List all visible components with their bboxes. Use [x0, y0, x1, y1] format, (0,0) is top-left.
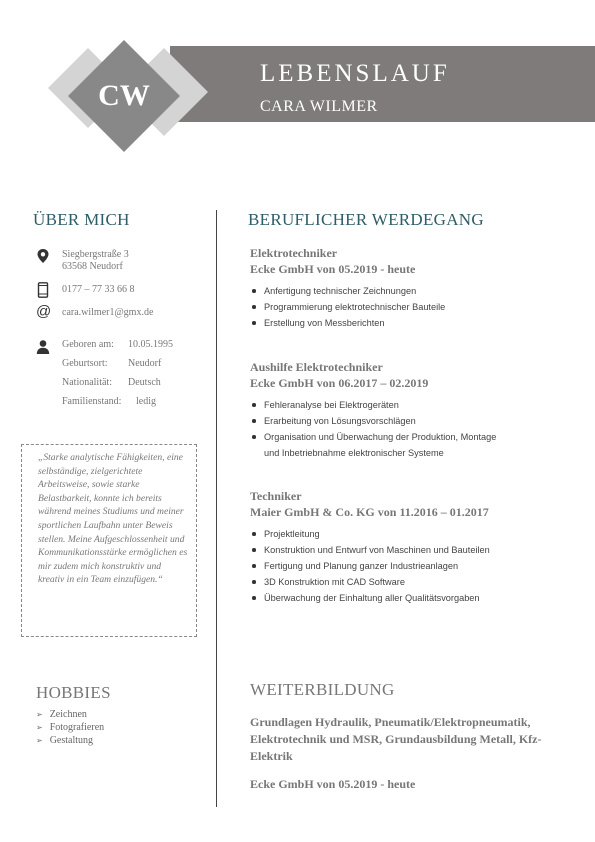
profile-quote: „Starke analytische Fähigkeiten, eine selbständige, zielgerichtete Arbeitsweise, sowie starke Belastbarkeit, konnte ich bereits während meines Studiums und meiner sportlichen Laufbahn unter Beweis stellen. Meine Aufgeschlossenheit und Kommunikationsstärke ermöglichen es mir zudem mich konstruktiv und kreativ in ein Team einzufügen.“: [21, 444, 197, 637]
page-title: LEBENSLAUF: [260, 60, 450, 87]
person-icon: [36, 339, 50, 355]
logo-initials: CW: [98, 79, 150, 112]
list-item: Erarbeitung von Lösungsvorschlägen: [250, 413, 570, 429]
hobbies-heading: HOBBIES: [36, 683, 111, 702]
list-item: Erstellung von Messberichten: [250, 315, 570, 331]
job-company: Maier GmbH & Co. KG von 11.2016 – 01.2017: [250, 505, 489, 519]
personal-value-birthplace: Neudorf: [128, 358, 162, 369]
email-address[interactable]: cara.wilmer1@gmx.de: [62, 307, 154, 318]
address-city: 63568 Neudorf: [62, 261, 123, 272]
job-title: Aushilfe Elektrotechniker: [250, 360, 383, 374]
list-item: Programmierung elektrotechnischer Bauteile: [250, 299, 570, 315]
personal-value-birthdate: 10.05.1995: [128, 339, 173, 350]
job-tasks: [250, 397, 570, 461]
list-item: ➢ Zeichnen: [36, 708, 104, 721]
at-sign-icon: @: [36, 303, 52, 320]
personal-label-birthdate: Geboren am:: [62, 339, 114, 350]
initials-logo: [0, 0, 240, 160]
hobbies-list: [36, 708, 104, 747]
location-pin-icon: [36, 248, 50, 264]
person-name: CARA WILMER: [260, 98, 378, 115]
address-street: Siegbergstraße 3: [62, 249, 129, 260]
career-heading: BERUFLICHER WERDEGANG: [248, 210, 484, 229]
personal-value-nationality: Deutsch: [128, 377, 161, 388]
list-item: Überwachung der Einhaltung aller Qualitätsvorgaben: [250, 590, 570, 606]
list-item: ➢ Gestaltung: [36, 734, 104, 747]
job-company: Ecke GmbH von 05.2019 - heute: [250, 262, 416, 276]
list-item: Fehleranalyse bei Elektrogeräten: [250, 397, 570, 413]
job-entry: [250, 359, 570, 461]
job-tasks: [250, 283, 570, 331]
job-tasks: [250, 526, 570, 606]
column-divider: [216, 210, 217, 807]
list-item: Konstruktion und Entwurf von Maschinen und Bauteilen: [250, 542, 570, 558]
list-item: 3D Konstruktion mit CAD Software: [250, 574, 570, 590]
job-entry: [250, 488, 570, 606]
personal-label-nationality: Nationalität:: [62, 377, 112, 388]
personal-label-birthplace: Geburtsort:: [62, 358, 108, 369]
phone-icon: [36, 282, 50, 298]
list-item: Anfertigung technischer Zeichnungen: [250, 283, 570, 299]
education-heading: WEITERBILDUNG: [250, 680, 395, 699]
list-item: Organisation und Überwachung der Produktion, Montage: [250, 429, 570, 445]
personal-value-marital: ledig: [136, 396, 156, 407]
job-entry: [250, 245, 570, 331]
education-company: Ecke GmbH von 05.2019 - heute: [250, 777, 416, 791]
job-title: Elektrotechniker: [250, 246, 338, 260]
job-company: Ecke GmbH von 06.2017 – 02.2019: [250, 376, 429, 390]
list-item: und Inbetriebnahme elektronischer Systeme: [264, 448, 444, 458]
list-item: ➢ Fotografieren: [36, 721, 104, 734]
list-item: Projektleitung: [250, 526, 570, 542]
list-item: Fertigung und Planung ganzer Industrieanlagen: [250, 558, 570, 574]
phone-number: 0177 – 77 33 66 8: [62, 284, 135, 295]
job-title: Techniker: [250, 489, 302, 503]
personal-label-marital: Familienstand:: [62, 396, 122, 407]
about-heading: ÜBER MICH: [33, 210, 130, 229]
education-text: Grundlagen Hydraulik, Pneumatik/Elektropneumatik, Elektrotechnik und MSR, Grundausbildung Metall, Kfz-Elektrik: [250, 715, 542, 763]
